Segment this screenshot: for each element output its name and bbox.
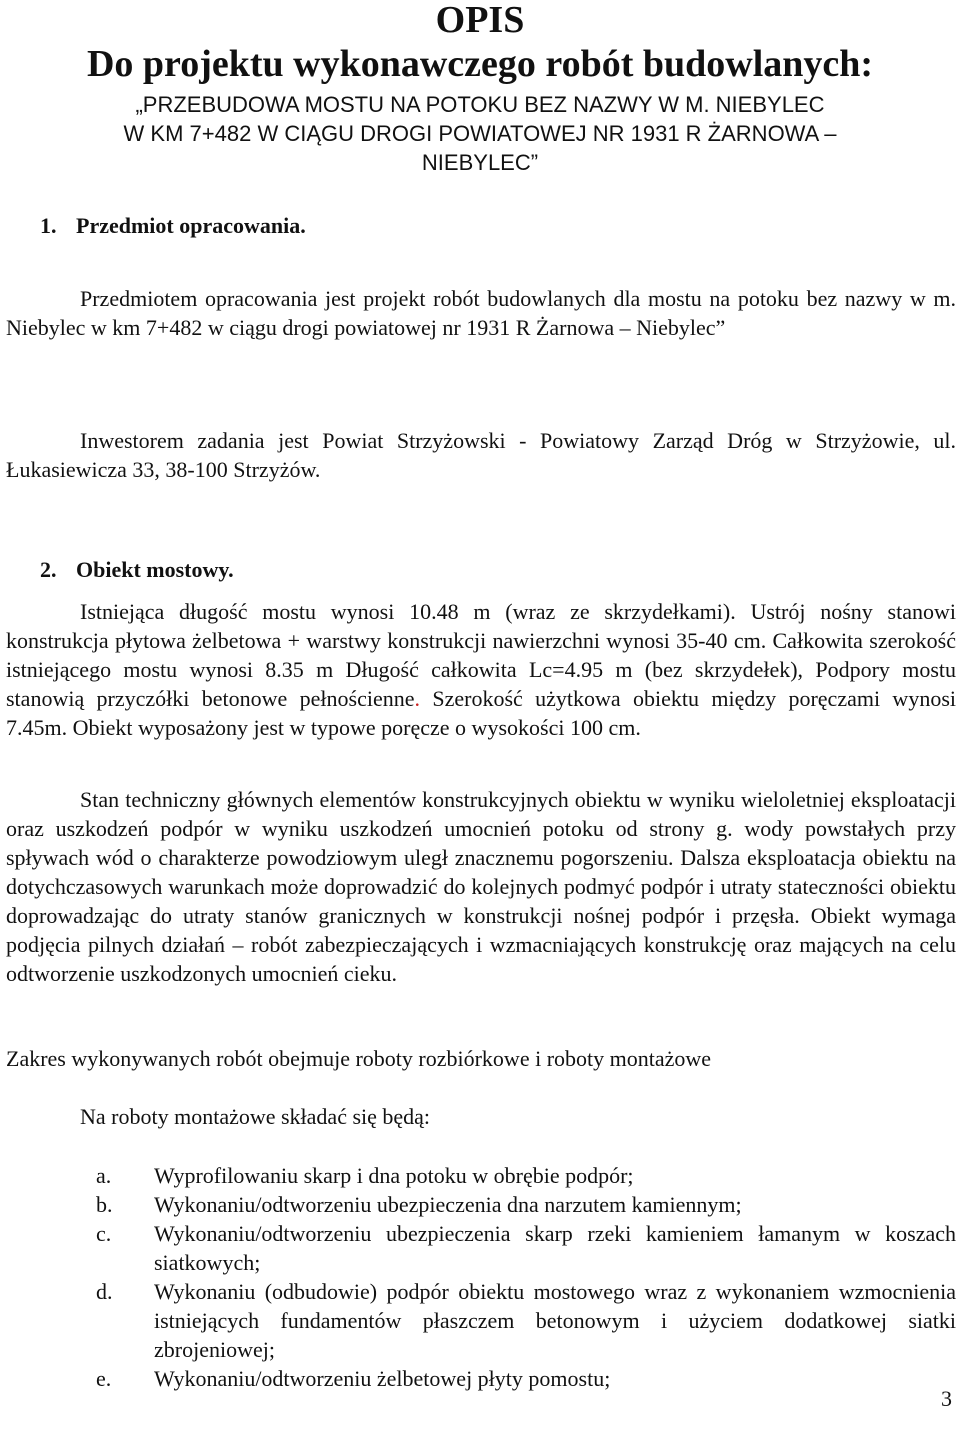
list-marker: e. <box>96 1366 112 1391</box>
list-item <box>96 1190 956 1219</box>
project-name <box>40 90 920 177</box>
works-list <box>96 1161 956 1393</box>
list-item-text: Wykonaniu (odbudowie) podpór obiektu mostowego wraz z wykonaniem wzmocnienia istniejących fundamentów płaszczem betonowym i użyciem dodatkowej siatki zbrojeniowej; <box>154 1279 956 1362</box>
list-item-text: Wyprofilowaniu skarp i dna potoku w obrębie podpór; <box>154 1163 634 1188</box>
project-line: W KM 7+482 W CIĄGU DROGI POWIATOWEJ NR 1931 R ŻARNOWA – <box>123 121 837 146</box>
section-number: 1. <box>40 213 57 238</box>
scope-of-work: Zakres wykonywanych robót obejmuje roboty rozbiórkowe i roboty montażowe <box>6 1046 712 1071</box>
text-run-red: . <box>414 686 420 711</box>
list-item <box>96 1219 956 1277</box>
section-title: Przedmiot opracowania. <box>76 213 306 238</box>
page-number: 3 <box>941 1386 952 1411</box>
section-2-paragraph-condition: Stan techniczny głównych elementów konstrukcyjnych obiektu w wyniku wieloletniej eksploatacji oraz uszkodzeń podpór w wyniku uszkodzeń umocnień potoku od strony g. wody powstałych przy spływach wód o charakterze powodziowym uległ znacznemu pogorszeniu. Dalsza eksploatacja obiektu na dotychczasowych warunkach może doprowadzić do kolejnych podmyć podpór i utraty stateczności obiektu doprowadzając do utraty stanów granicznych w konstrukcji nośnej podpór i przęsła. Obiekt wymaga podjęcia pilnych działań – robót zabezpieczających i wzmacniających konstrukcję oraz mających na celu odtworzenie uszkodzonych umocnień cieku. <box>6 787 956 986</box>
list-marker: c. <box>96 1221 112 1246</box>
section-1-heading <box>40 212 306 240</box>
document-title: OPIS <box>435 0 525 41</box>
section-2-heading <box>40 556 234 584</box>
section-1-paragraph-investor: Inwestorem zadania jest Powiat Strzyżowski - Powiatowy Zarząd Dróg w Strzyżowie, ul. Łukasiewicza 33, 38-100 Strzyżów. <box>6 428 956 482</box>
section-1-paragraph-subject: Przedmiotem opracowania jest projekt robót budowlanych dla mostu na potoku bez nazwy w m. Niebylec w km 7+482 w ciągu drogi powiatowej nr 1931 R Żarnowa – Niebylec” <box>6 286 956 340</box>
section-title: Obiekt mostowy. <box>76 557 234 582</box>
list-item <box>96 1161 956 1190</box>
document-subtitle: Do projektu wykonawczego robót budowlanych: <box>86 43 874 85</box>
list-item-text: Wykonaniu/odtworzeniu ubezpieczenia skarp rzeki kamieniem łamanym w koszach siatkowych; <box>154 1221 956 1275</box>
list-item-text: Wykonaniu/odtworzeniu żelbetowej płyty pomostu; <box>154 1366 611 1391</box>
list-item-text: Wykonaniu/odtworzeniu ubezpieczenia dna narzutem kamiennym; <box>154 1192 742 1217</box>
list-marker: a. <box>96 1163 112 1188</box>
project-line: NIEBYLEC” <box>421 150 539 175</box>
list-marker: b. <box>96 1192 113 1217</box>
project-line: „PRZEBUDOWA MOSTU NA POTOKU BEZ NAZWY W M. NIEBYLEC <box>135 92 825 117</box>
list-marker: d. <box>96 1279 113 1304</box>
text-run: Szerokość użytkowa obiektu między poręczami wynosi 7.45m. Obiekt wyposażony jest w typowe poręcze o wysokości 100 cm. <box>6 686 956 740</box>
section-2-paragraph-dimensions <box>6 597 956 742</box>
list-item <box>96 1364 956 1393</box>
section-number: 2. <box>40 557 57 582</box>
text-run: Istniejąca długość mostu wynosi 10.48 m (wraz ze skrzydełkami). Ustrój nośny stanowi konstrukcja płytowa żelbetowa + warstwy konstrukcji nawierzchni wynosi 35-40 cm. Całkowita szerokość istniejącego mostu wynosi 8.35 m Długość całkowita Lc=4.95 m (bez skrzydełek), Podpory mostu stanowią przyczółki betonowe pełnościenne <box>6 599 956 711</box>
list-intro: Na roboty montażowe składać się będą: <box>80 1104 431 1129</box>
list-item <box>96 1277 956 1364</box>
